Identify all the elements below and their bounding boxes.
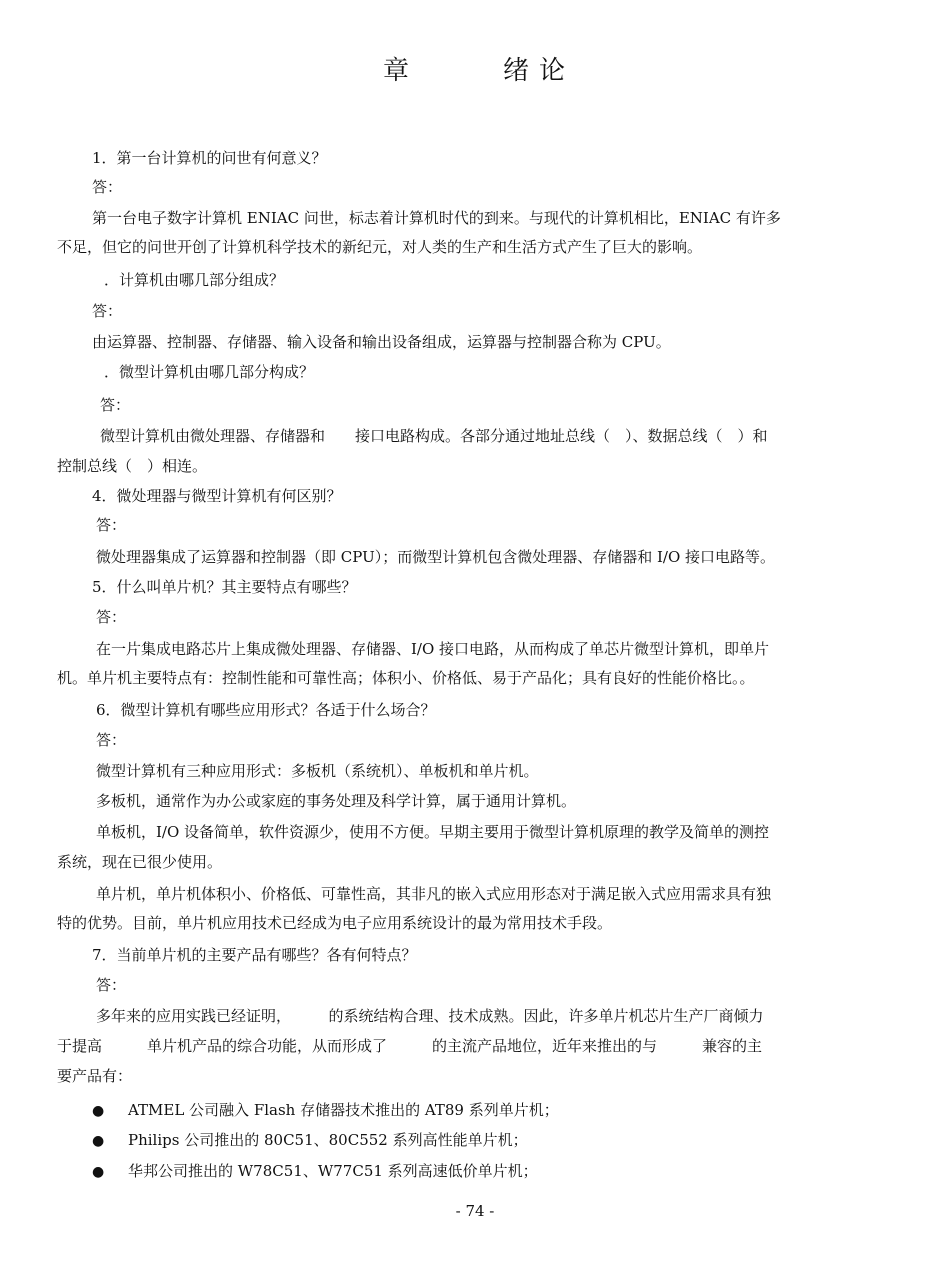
page-number: - 74 -	[455, 1202, 495, 1220]
chapter-title-word1: 绪	[502, 56, 531, 86]
answer-text: 系统，现在已很少使用。	[57, 853, 223, 871]
answer-text: 单板机，I/O 设备简单，软件资源少，使用不方便。早期主要用于微型计算机原理的教学及简单的测控	[96, 823, 770, 841]
question-4: 4．微处理器与微型计算机有何区别？	[92, 487, 342, 505]
list-item	[92, 1161, 897, 1182]
answer-label: 答：	[92, 178, 123, 196]
question-7: 7．当前单片机的主要产品有哪些？各有何特点？	[92, 946, 417, 964]
answer-text: 多年来的应用实践已经证明， 的系统结构合理、技术成熟。因此，许多单片机芯片生产厂商倾力	[96, 1007, 764, 1025]
question-6: 6．微型计算机有哪些应用形式？各适于什么场合？	[96, 701, 436, 719]
question-3: ．微型计算机由哪几部分构成？	[104, 363, 315, 381]
list-item	[92, 1100, 897, 1121]
question-1: 1．第一台计算机的问世有何意义？	[92, 149, 327, 167]
answer-text: 特的优势。目前，单片机应用技术已经成为电子应用系统设计的最为常用技术手段。	[57, 914, 613, 932]
answer-text: 机。单片机主要特点有：控制性能和可靠性高；体积小、价格低、易于产品化；具有良好的性能价格比。。	[57, 669, 755, 687]
answer-text: 在一片集成电路芯片上集成微处理器、存储器、I/O 接口电路，从而构成了单芯片微型计算机，即单片	[96, 640, 770, 658]
answer-text: 第一台电子数字计算机 ENIAC 问世，标志着计算机时代的到来。与现代的计算机相比，ENIAC 有许多	[92, 209, 781, 227]
chapter-title-word2: 论	[539, 56, 568, 86]
answer-text: 微型计算机有三种应用形式：多板机（系统机）、单板机和单片机。	[96, 762, 539, 780]
list-item-text: Philips 公司推出的 80C51、80C552 系列高性能单片机；	[128, 1131, 528, 1149]
answer-label: 答：	[96, 731, 127, 749]
answer-text: 单片机，单片机体积小、价格低、可靠性高，其非凡的嵌入式应用形态对于满足嵌入式应用需求具有独	[96, 885, 772, 903]
answer-label: 答：	[100, 396, 131, 414]
answer-text: 不足，但它的问世开创了计算机科学技术的新纪元，对人类的生产和生活方式产生了巨大的影响。	[57, 238, 703, 256]
answer-label: 答：	[96, 516, 127, 534]
answer-text: 微型计算机由微处理器、存储器和 接口电路构成。各部分通过地址总线（ ）、数据总线（ ）和	[100, 427, 768, 445]
answer-text: 要产品有：	[57, 1067, 133, 1085]
answer-text: 多板机，通常作为办公或家庭的事务处理及科学计算，属于通用计算机。	[96, 792, 577, 810]
answer-text: 于提高 单片机产品的综合功能，从而形成了 的主流产品地位，近年来推出的与 兼容的主	[57, 1037, 763, 1055]
answer-label: 答：	[92, 302, 123, 320]
chapter-title	[0, 50, 950, 87]
bullet-icon: ●	[92, 1103, 105, 1119]
list-item	[92, 1130, 897, 1151]
question-2: ．计算机由哪几部分组成？	[104, 271, 285, 289]
answer-label: 答：	[96, 608, 127, 626]
chapter-title-chapter: 章	[382, 56, 411, 86]
list-item-text: ATMEL 公司融入 Flash 存储器技术推出的 AT89 系列单片机；	[128, 1101, 559, 1119]
answer-label: 答：	[96, 976, 127, 994]
answer-text: 由运算器、控制器、存储器、输入设备和输出设备组成，运算器与控制器合称为 CPU。	[92, 333, 671, 351]
answer-text: 控制总线（ ）相连。	[57, 457, 208, 475]
bullet-icon: ●	[92, 1164, 105, 1180]
answer-text: 微处理器集成了运算器和控制器（即 CPU）；而微型计算机包含微处理器、存储器和 I/O 接口电路等。	[96, 548, 776, 566]
bullet-icon: ●	[92, 1133, 105, 1149]
list-item-text: 华邦公司推出的 W78C51、W77C51 系列高速低价单片机；	[128, 1162, 538, 1180]
question-5: 5．什么叫单片机？其主要特点有哪些？	[92, 578, 357, 596]
